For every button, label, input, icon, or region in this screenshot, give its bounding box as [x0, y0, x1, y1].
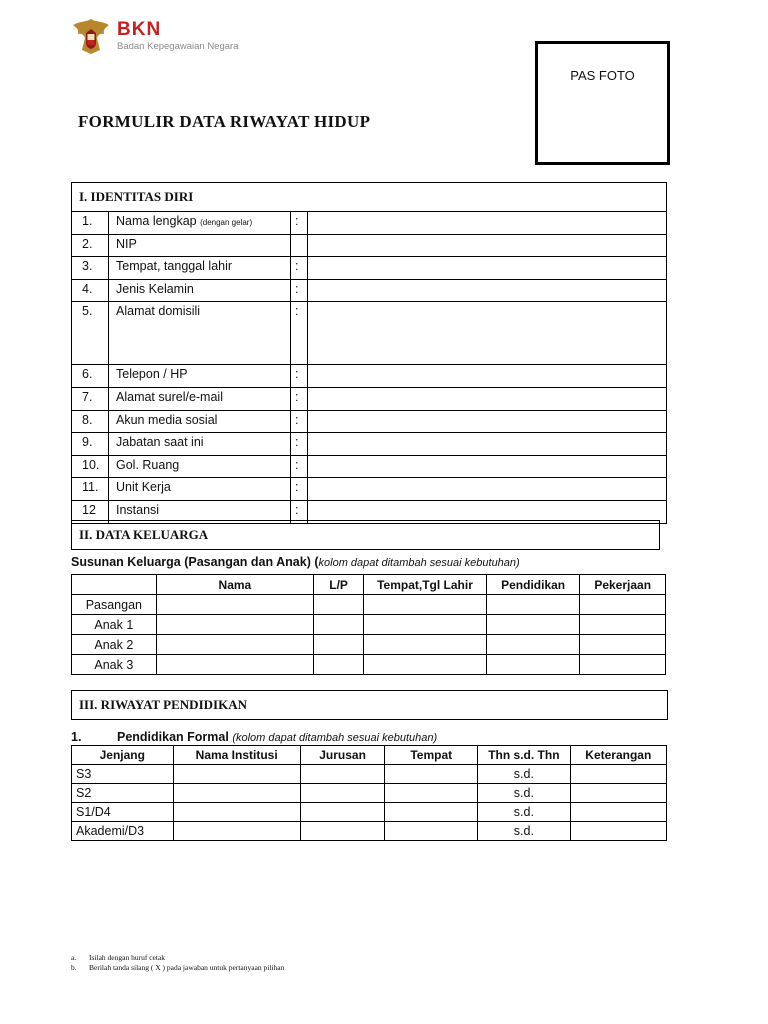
footnote: [71, 953, 284, 963]
year-range[interactable]: s.d.: [478, 765, 570, 784]
keluarga-subtitle-bold: Susunan Keluarga (Pasangan dan Anak) (: [71, 555, 319, 569]
field-value-cell[interactable]: [308, 302, 667, 365]
identitas-row: [72, 478, 667, 501]
identitas-row: [72, 433, 667, 456]
entry-cell[interactable]: [173, 803, 300, 822]
row-number: 8.: [72, 410, 109, 433]
identitas-row: [72, 455, 667, 478]
row-number: 2.: [72, 234, 109, 257]
column-header: Thn s.d. Thn: [478, 746, 570, 765]
org-full-name: Badan Kepegawaian Negara: [117, 41, 239, 52]
colon-separator: :: [291, 500, 308, 523]
entry-cell[interactable]: [156, 655, 313, 675]
identitas-row: [72, 410, 667, 433]
row-number: 11.: [72, 478, 109, 501]
colon-separator: :: [291, 365, 308, 388]
row-label: Pasangan: [72, 595, 157, 615]
garuda-emblem-icon: [70, 16, 112, 56]
footnote-text: Isilah dengan huruf cetak: [89, 953, 166, 962]
identitas-row: [72, 234, 667, 257]
row-label: Anak 2: [72, 635, 157, 655]
column-header: [72, 575, 157, 595]
entry-cell[interactable]: [570, 803, 666, 822]
section-keluarga-title: II. DATA KELUARGA: [79, 527, 209, 542]
field-value-cell[interactable]: [308, 365, 667, 388]
field-label-text: Gol. Ruang: [116, 457, 180, 472]
colon-separator: :: [291, 257, 308, 280]
entry-cell[interactable]: [300, 822, 385, 841]
row-number: 10.: [72, 455, 109, 478]
year-range[interactable]: s.d.: [478, 822, 570, 841]
entry-cell[interactable]: [314, 635, 364, 655]
identitas-row: [72, 212, 667, 235]
entry-cell[interactable]: [580, 615, 666, 635]
column-header: Nama: [156, 575, 313, 595]
pendidikan-table: [71, 745, 667, 841]
row-number: 3.: [72, 257, 109, 280]
bkn-logo: [70, 16, 250, 60]
identitas-row: [72, 387, 667, 410]
entry-cell[interactable]: [314, 615, 364, 635]
entry-cell[interactable]: [173, 765, 300, 784]
field-label-text: Jenis Kelamin: [116, 281, 194, 296]
row-number: 6.: [72, 365, 109, 388]
entry-cell[interactable]: [364, 655, 487, 675]
field-label: [109, 234, 291, 257]
field-label-text: Telepon / HP: [116, 367, 188, 382]
pendidikan-sub-number: 1.: [71, 730, 82, 744]
entry-cell[interactable]: [385, 765, 478, 784]
entry-cell[interactable]: [364, 615, 487, 635]
section-identitas-header: [71, 182, 667, 211]
entry-cell[interactable]: [486, 595, 579, 615]
jenjang-label: S2: [72, 784, 174, 803]
section-identitas-title: I. IDENTITAS DIRI: [79, 189, 194, 204]
entry-cell[interactable]: [385, 803, 478, 822]
row-number: 9.: [72, 433, 109, 456]
column-header: Jenjang: [72, 746, 174, 765]
footnote-text: Berilah tanda silang ( X ) pada jawaban untuk pertanyaan pilihan: [89, 963, 285, 972]
pendidikan-sub-note: (kolom dapat ditambah sesuai kebutuhan): [232, 732, 438, 744]
identitas-row: [72, 257, 667, 280]
field-label: [109, 365, 291, 388]
entry-cell[interactable]: [173, 822, 300, 841]
field-value-cell[interactable]: [308, 234, 667, 257]
field-label: [109, 478, 291, 501]
footnote-mark: a.: [71, 953, 77, 962]
field-label-text: Unit Kerja: [116, 480, 171, 495]
keluarga-row: [72, 615, 666, 635]
row-label: Anak 1: [72, 615, 157, 635]
entry-cell[interactable]: [385, 784, 478, 803]
entry-cell[interactable]: [300, 784, 385, 803]
field-label-text: Alamat surel/e-mail: [116, 389, 223, 404]
field-value-cell[interactable]: [308, 387, 667, 410]
keluarga-row: [72, 635, 666, 655]
column-header: L/P: [314, 575, 364, 595]
field-label-text: Tempat, tanggal lahir: [116, 259, 233, 274]
year-range[interactable]: s.d.: [478, 803, 570, 822]
section-pendidikan-header: [71, 690, 668, 720]
pendidikan-row: [72, 822, 667, 841]
pendidikan-subtitle: [71, 730, 437, 744]
pendidikan-row: [72, 765, 667, 784]
entry-cell[interactable]: [486, 615, 579, 635]
field-value-cell[interactable]: [308, 410, 667, 433]
keluarga-subtitle-note: kolom dapat ditambah sesuai kebutuhan): [318, 557, 520, 569]
entry-cell[interactable]: [486, 655, 579, 675]
column-header: Nama Institusi: [173, 746, 300, 765]
footnote-mark: b.: [71, 963, 77, 972]
row-number: 1.: [72, 212, 109, 235]
field-label: [109, 212, 291, 235]
entry-cell[interactable]: [486, 635, 579, 655]
footnotes: [71, 953, 284, 973]
entry-cell[interactable]: [156, 635, 313, 655]
pendidikan-row: [72, 784, 667, 803]
entry-cell[interactable]: [156, 595, 313, 615]
colon-separator: [291, 234, 308, 257]
photo-label: PAS FOTO: [570, 68, 635, 83]
jenjang-label: S1/D4: [72, 803, 174, 822]
field-value-cell[interactable]: [308, 212, 667, 235]
identitas-row: [72, 302, 667, 365]
colon-separator: :: [291, 455, 308, 478]
field-hint: (dengan gelar): [200, 218, 253, 227]
colon-separator: :: [291, 478, 308, 501]
pendidikan-sub-title: Pendidikan Formal: [117, 730, 229, 744]
entry-cell[interactable]: [314, 595, 364, 615]
field-label: [109, 410, 291, 433]
entry-cell[interactable]: [364, 595, 487, 615]
colon-separator: :: [291, 433, 308, 456]
entry-cell[interactable]: [300, 765, 385, 784]
keluarga-row: [72, 595, 666, 615]
field-label: [109, 387, 291, 410]
entry-cell[interactable]: [570, 765, 666, 784]
year-range[interactable]: s.d.: [478, 784, 570, 803]
field-label-text: NIP: [116, 236, 137, 251]
form-title: FORMULIR DATA RIWAYAT HIDUP: [78, 112, 371, 131]
field-label: [109, 455, 291, 478]
entry-cell[interactable]: [300, 803, 385, 822]
entry-cell[interactable]: [570, 822, 666, 841]
row-label: Anak 3: [72, 655, 157, 675]
field-value-cell[interactable]: [308, 279, 667, 302]
section-pendidikan-title: III. RIWAYAT PENDIDIKAN: [79, 697, 247, 712]
field-label-text: Nama lengkap: [116, 214, 197, 228]
column-header: Pekerjaan: [580, 575, 666, 595]
colon-separator: :: [291, 302, 308, 365]
identitas-row: [72, 279, 667, 302]
field-label-text: Alamat domisili: [116, 304, 201, 319]
colon-separator: :: [291, 387, 308, 410]
footnote: [71, 963, 284, 973]
entry-cell[interactable]: [156, 615, 313, 635]
entry-cell[interactable]: [314, 655, 364, 675]
keluarga-subtitle: [71, 555, 520, 569]
field-value-cell[interactable]: [308, 257, 667, 280]
column-header: Keterangan: [570, 746, 666, 765]
field-label: [109, 302, 291, 365]
field-label: [109, 257, 291, 280]
row-number: 12: [72, 500, 109, 523]
keluarga-table: [71, 574, 666, 675]
jenjang-label: S3: [72, 765, 174, 784]
identitas-row: [72, 365, 667, 388]
entry-cell[interactable]: [580, 655, 666, 675]
field-label-text: Jabatan saat ini: [116, 435, 204, 450]
column-header: Pendidikan: [486, 575, 579, 595]
row-number: 5.: [72, 302, 109, 365]
entry-cell[interactable]: [570, 784, 666, 803]
photo-box: [535, 41, 670, 165]
org-short-name: BKN: [117, 19, 162, 40]
colon-separator: :: [291, 410, 308, 433]
jenjang-label: Akademi/D3: [72, 822, 174, 841]
field-label: [109, 279, 291, 302]
pendidikan-row: [72, 803, 667, 822]
field-label-text: Instansi: [116, 502, 160, 517]
column-header: Tempat,Tgl Lahir: [364, 575, 487, 595]
row-number: 4.: [72, 279, 109, 302]
identitas-table: [71, 211, 667, 524]
keluarga-row: [72, 655, 666, 675]
column-header: Tempat: [385, 746, 478, 765]
entry-cell[interactable]: [580, 595, 666, 615]
column-header: Jurusan: [300, 746, 385, 765]
row-number: 7.: [72, 387, 109, 410]
colon-separator: :: [291, 279, 308, 302]
field-value-cell[interactable]: [308, 433, 667, 456]
field-value-cell[interactable]: [308, 478, 667, 501]
colon-separator: :: [291, 212, 308, 235]
field-label-text: Akun media sosial: [116, 412, 218, 427]
entry-cell[interactable]: [580, 635, 666, 655]
entry-cell[interactable]: [364, 635, 487, 655]
entry-cell[interactable]: [173, 784, 300, 803]
field-label: [109, 433, 291, 456]
section-keluarga-header: [71, 520, 660, 550]
entry-cell[interactable]: [385, 822, 478, 841]
field-value-cell[interactable]: [308, 455, 667, 478]
